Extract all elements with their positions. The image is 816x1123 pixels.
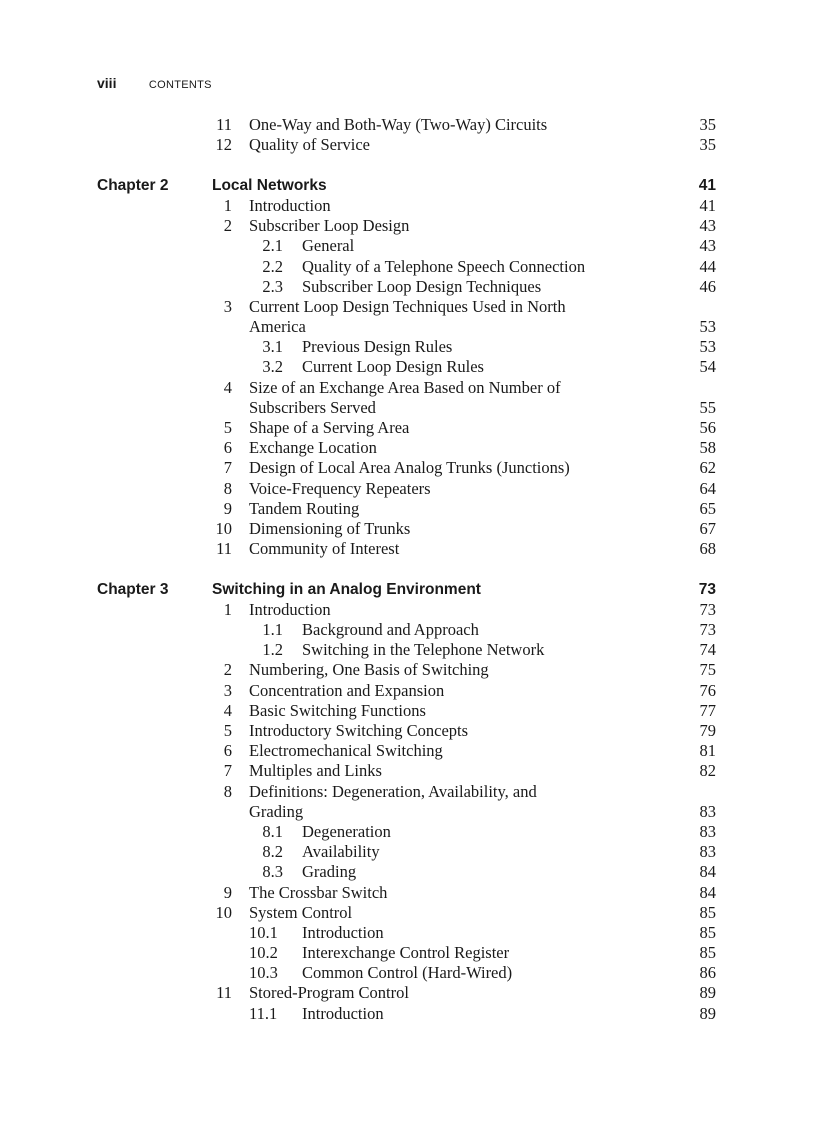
toc-entry-row bbox=[0, 640, 816, 660]
toc-entry-row bbox=[0, 438, 816, 458]
toc-entry-row bbox=[0, 761, 816, 781]
entry-title: Introduction bbox=[302, 1003, 384, 1023]
running-title: CONTENTS bbox=[148, 79, 212, 91]
entry-title: Switching in the Telephone Network bbox=[302, 640, 545, 660]
entry-title: Voice-Frequency Repeaters bbox=[249, 478, 431, 498]
entry-page-number: 54 bbox=[699, 357, 716, 377]
entry-page-number: 58 bbox=[699, 438, 716, 458]
chapter-label: Chapter 2 bbox=[97, 176, 169, 194]
entry-number: 11 bbox=[216, 983, 232, 1003]
entry-page-number: 85 bbox=[699, 943, 716, 963]
entry-number: 6 bbox=[223, 741, 232, 761]
entry-number: 10.2 bbox=[249, 943, 278, 963]
running-header bbox=[97, 75, 212, 91]
entry-page-number: 43 bbox=[699, 216, 716, 236]
entry-title: Interexchange Control Register bbox=[302, 943, 510, 963]
entry-page-number: 46 bbox=[699, 276, 716, 296]
entry-page-number: 85 bbox=[699, 902, 716, 922]
entry-page-number: 83 bbox=[699, 821, 716, 841]
entry-page-number: 68 bbox=[699, 539, 716, 559]
toc-entry-row bbox=[0, 115, 816, 135]
entry-page-number: 81 bbox=[699, 741, 716, 761]
entry-page-number: 83 bbox=[699, 801, 716, 821]
entry-title: Electromechanical Switching bbox=[249, 741, 443, 761]
toc-entry-row bbox=[0, 903, 816, 923]
entry-page-number: 64 bbox=[699, 478, 716, 498]
entry-title: Subscriber Loop Design Techniques bbox=[302, 276, 542, 296]
entry-page-number: 41 bbox=[699, 195, 716, 215]
entry-number: 9 bbox=[223, 882, 232, 902]
toc-entry-row bbox=[0, 297, 816, 317]
entry-number: 1.2 bbox=[262, 640, 283, 660]
table-of-contents bbox=[0, 115, 816, 1024]
toc-entry-row bbox=[0, 862, 816, 882]
entry-title: Size of an Exchange Area Based on Number of bbox=[249, 377, 561, 397]
entry-number: 8.1 bbox=[262, 821, 283, 841]
entry-title: Previous Design Rules bbox=[302, 337, 453, 357]
entry-number: 11 bbox=[216, 539, 232, 559]
entry-page-number: 79 bbox=[699, 721, 716, 741]
toc-entry-row bbox=[0, 741, 816, 761]
toc-entry-row bbox=[0, 660, 816, 680]
entry-title: Tandem Routing bbox=[249, 498, 360, 518]
entry-title: Numbering, One Basis of Switching bbox=[249, 660, 489, 680]
entry-number: 8.2 bbox=[262, 842, 283, 862]
entry-title: System Control bbox=[249, 902, 353, 922]
toc-entry-row bbox=[0, 681, 816, 701]
entry-number: 10.1 bbox=[249, 922, 278, 942]
toc-entry-row bbox=[0, 963, 816, 983]
entry-page-number: 53 bbox=[699, 317, 716, 337]
entry-number: 1 bbox=[223, 599, 232, 619]
entry-page-number: 82 bbox=[699, 761, 716, 781]
entry-number: 3.2 bbox=[262, 357, 283, 377]
toc-entry-row bbox=[0, 721, 816, 741]
chapter-title: Switching in an Analog Environment bbox=[212, 580, 481, 598]
toc-entry-row bbox=[0, 257, 816, 277]
toc-entry-row bbox=[0, 539, 816, 559]
toc-entry-row bbox=[0, 277, 816, 297]
entry-page-number: 76 bbox=[699, 680, 716, 700]
entry-title: Availability bbox=[302, 842, 380, 862]
entry-page-number: 89 bbox=[699, 1003, 716, 1023]
entry-number: 7 bbox=[223, 458, 232, 478]
toc-entry-row bbox=[0, 620, 816, 640]
toc-entry-row bbox=[0, 600, 816, 620]
entry-number: 2.3 bbox=[262, 276, 283, 296]
entry-title: Basic Switching Functions bbox=[249, 700, 426, 720]
chapter-label: Chapter 3 bbox=[97, 580, 169, 598]
entry-page-number: 77 bbox=[699, 700, 716, 720]
entry-page-number: 35 bbox=[699, 115, 716, 134]
toc-entry-row bbox=[0, 822, 816, 842]
section-gap bbox=[0, 559, 816, 579]
entry-page-number: 84 bbox=[699, 882, 716, 902]
entry-title: Background and Approach bbox=[302, 620, 479, 640]
toc-entry-row bbox=[0, 983, 816, 1003]
entry-page-number: 83 bbox=[699, 842, 716, 862]
entry-title: Multiples and Links bbox=[249, 761, 382, 781]
entry-page-number: 56 bbox=[699, 418, 716, 438]
entry-number: 9 bbox=[223, 498, 232, 518]
toc-entry-row bbox=[0, 479, 816, 499]
entry-title: Design of Local Area Analog Trunks (Junctions) bbox=[249, 458, 570, 478]
entry-title: Introduction bbox=[249, 599, 331, 619]
entry-title: Community of Interest bbox=[249, 539, 400, 559]
entry-page-number: 53 bbox=[699, 337, 716, 357]
toc-entry-row bbox=[0, 499, 816, 519]
toc-entry-row bbox=[0, 216, 816, 236]
entry-number: 3.1 bbox=[262, 337, 283, 357]
entry-title: Concentration and Expansion bbox=[249, 680, 445, 700]
toc-entry-row bbox=[0, 418, 816, 438]
entry-page-number: 44 bbox=[699, 256, 716, 276]
toc-entry-row bbox=[0, 458, 816, 478]
chapter-page-number: 73 bbox=[698, 580, 716, 598]
toc-entry-row bbox=[0, 943, 816, 963]
entry-page-number: 43 bbox=[699, 236, 716, 256]
toc-entry-row bbox=[0, 196, 816, 216]
entry-number: 4 bbox=[223, 700, 232, 720]
toc-continuation-row bbox=[0, 802, 816, 822]
entry-number: 1.1 bbox=[262, 620, 283, 640]
entry-number: 10.3 bbox=[249, 963, 278, 983]
entry-title: General bbox=[302, 236, 355, 256]
entry-title-continuation: Grading bbox=[249, 801, 304, 821]
toc-entry-row bbox=[0, 782, 816, 802]
toc-continuation-row bbox=[0, 317, 816, 337]
entry-number: 6 bbox=[223, 438, 232, 458]
entry-number: 12 bbox=[215, 135, 232, 155]
entry-title: Grading bbox=[302, 862, 357, 882]
entry-title: Introduction bbox=[302, 922, 384, 942]
entry-title: Quality of Service bbox=[249, 135, 370, 155]
entry-page-number: 84 bbox=[699, 862, 716, 882]
page-number: viii bbox=[97, 75, 117, 91]
entry-page-number: 73 bbox=[699, 620, 716, 640]
entry-number: 3 bbox=[223, 296, 232, 316]
toc-entry-row bbox=[0, 923, 816, 943]
entry-page-number: 55 bbox=[699, 397, 716, 417]
entry-page-number: 35 bbox=[699, 135, 716, 155]
entry-title: Dimensioning of Trunks bbox=[249, 518, 411, 538]
entry-number: 11.1 bbox=[249, 1003, 278, 1023]
entry-title: Degeneration bbox=[302, 821, 391, 841]
entry-number: 8 bbox=[223, 478, 232, 498]
entry-title: Definitions: Degeneration, Availability, and bbox=[249, 781, 537, 801]
section-gap bbox=[0, 155, 816, 175]
entry-title: The Crossbar Switch bbox=[249, 882, 388, 902]
entry-title: Quality of a Telephone Speech Connection bbox=[302, 256, 586, 276]
toc-entry-row bbox=[0, 135, 816, 155]
toc-entry-row bbox=[0, 519, 816, 539]
entry-number: 2 bbox=[223, 660, 232, 680]
entry-number: 2 bbox=[223, 216, 232, 236]
entry-number: 8.3 bbox=[262, 862, 283, 882]
entry-title: Shape of a Serving Area bbox=[249, 418, 410, 438]
entry-number: 11 bbox=[216, 115, 232, 134]
chapter-page-number: 41 bbox=[698, 176, 716, 194]
toc-entry-row bbox=[0, 1004, 816, 1024]
entry-number: 10 bbox=[215, 902, 232, 922]
toc-entry-row bbox=[0, 357, 816, 377]
entry-title: Common Control (Hard-Wired) bbox=[302, 963, 513, 983]
entry-page-number: 86 bbox=[699, 963, 716, 983]
entry-title: One-Way and Both-Way (Two-Way) Circuits bbox=[249, 115, 548, 134]
entry-title-continuation: Subscribers Served bbox=[249, 397, 376, 417]
entry-title: Current Loop Design Techniques Used in North bbox=[249, 296, 566, 316]
entry-number: 8 bbox=[223, 781, 232, 801]
entry-page-number: 75 bbox=[699, 660, 716, 680]
toc-chapter-row bbox=[0, 176, 816, 196]
entry-number: 2.2 bbox=[262, 256, 283, 276]
entry-title: Current Loop Design Rules bbox=[302, 357, 484, 377]
chapter-title: Local Networks bbox=[212, 176, 327, 194]
toc-entry-row bbox=[0, 842, 816, 862]
entry-number: 2.1 bbox=[262, 236, 283, 256]
entry-page-number: 74 bbox=[699, 640, 716, 660]
entry-title: Introductory Switching Concepts bbox=[249, 721, 469, 741]
entry-page-number: 67 bbox=[699, 518, 716, 538]
entry-page-number: 73 bbox=[699, 599, 716, 619]
entry-page-number: 62 bbox=[699, 458, 716, 478]
entry-title-continuation: America bbox=[249, 317, 306, 337]
toc-entry-row bbox=[0, 883, 816, 903]
toc-entry-row bbox=[0, 337, 816, 357]
toc-entry-row bbox=[0, 701, 816, 721]
entry-number: 10 bbox=[215, 518, 232, 538]
toc-entry-row bbox=[0, 378, 816, 398]
entry-number: 5 bbox=[223, 418, 232, 438]
entry-number: 7 bbox=[223, 761, 232, 781]
entry-title: Exchange Location bbox=[249, 438, 377, 458]
entry-page-number: 85 bbox=[699, 922, 716, 942]
toc-chapter-row bbox=[0, 580, 816, 600]
entry-number: 3 bbox=[223, 680, 232, 700]
toc-continuation-row bbox=[0, 398, 816, 418]
entry-page-number: 65 bbox=[699, 498, 716, 518]
entry-number: 4 bbox=[223, 377, 232, 397]
entry-title: Subscriber Loop Design bbox=[249, 216, 410, 236]
toc-entry-row bbox=[0, 236, 816, 256]
entry-page-number: 89 bbox=[699, 983, 716, 1003]
entry-title: Stored-Program Control bbox=[249, 983, 409, 1003]
entry-title: Introduction bbox=[249, 195, 331, 215]
entry-number: 5 bbox=[223, 721, 232, 741]
entry-number: 1 bbox=[223, 195, 232, 215]
